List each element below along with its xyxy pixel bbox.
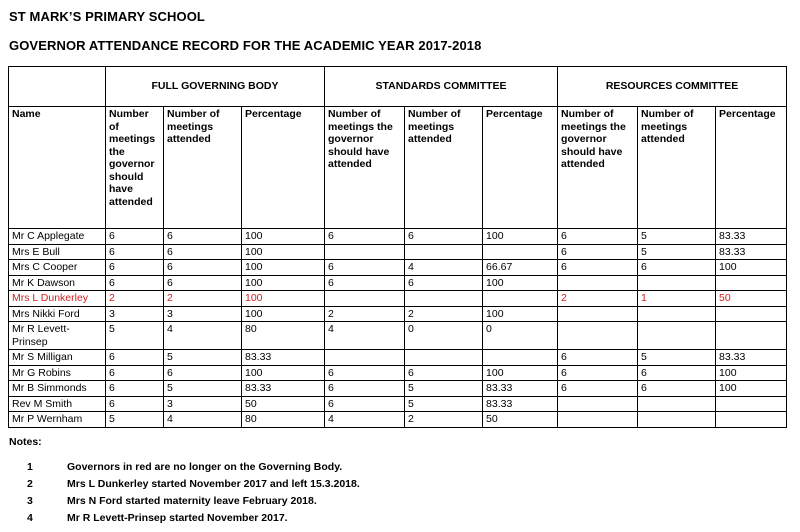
governor-name-cell: Mrs E Bull [9,244,106,260]
std-attended-cell [405,350,483,366]
table-row [9,291,787,307]
table-row [9,275,787,291]
fgb-percentage-cell: 83.33 [242,381,325,397]
table-row [9,260,787,276]
res-should-cell [558,275,638,291]
school-name: ST MARK’S PRIMARY SCHOOL [9,9,205,24]
note-number: 3 [27,495,33,507]
attendance-rows [9,229,787,428]
res-percentage-cell: 100 [716,381,787,397]
std-attended-cell: 6 [405,229,483,245]
res-attended-cell [638,396,716,412]
group-standards-committee: STANDARDS COMMITTEE [325,67,558,107]
res-attended-cell: 5 [638,244,716,260]
fgb-percentage-cell: 100 [242,291,325,307]
fgb-percentage-cell: 50 [242,396,325,412]
fgb-attended-cell: 5 [164,350,242,366]
res-percentage-cell: 83.33 [716,350,787,366]
column-header-row [9,107,787,229]
note-text: Mrs L Dunkerley started November 2017 and left 15.3.2018. [67,478,360,490]
table-row [9,229,787,245]
col-attended-header: Number of meetings attended [638,107,716,229]
col-percentage-header: Percentage [483,107,558,229]
std-percentage-cell: 100 [483,275,558,291]
fgb-percentage-cell: 80 [242,412,325,428]
attendance-table [8,66,787,428]
governor-name-cell: Mr P Wernham [9,412,106,428]
empty-header-cell [9,67,106,107]
fgb-percentage-cell: 100 [242,260,325,276]
res-percentage-cell [716,275,787,291]
fgb-attended-cell: 3 [164,306,242,322]
res-should-cell [558,306,638,322]
col-should-attend-header: Number of meetings the governor should have attended [106,107,164,229]
res-attended-cell [638,322,716,350]
col-name-header: Name [9,107,106,229]
note-text: Mrs N Ford started maternity leave February 2018. [67,495,317,507]
res-should-cell: 6 [558,365,638,381]
res-should-cell: 6 [558,260,638,276]
std-attended-cell [405,244,483,260]
governor-name-cell: Mr G Robins [9,365,106,381]
governor-name-cell: Rev M Smith [9,396,106,412]
std-attended-cell: 5 [405,396,483,412]
res-percentage-cell: 50 [716,291,787,307]
note-number: 2 [27,478,33,490]
res-percentage-cell: 83.33 [716,229,787,245]
res-should-cell [558,396,638,412]
std-percentage-cell [483,350,558,366]
std-attended-cell: 6 [405,275,483,291]
note-number: 1 [27,461,33,473]
res-percentage-cell [716,396,787,412]
std-attended-cell: 2 [405,306,483,322]
res-should-cell: 6 [558,229,638,245]
std-should-cell: 6 [325,396,405,412]
fgb-should-cell: 6 [106,275,164,291]
res-attended-cell: 6 [638,381,716,397]
governor-name-cell: Mrs Nikki Ford [9,306,106,322]
fgb-should-cell: 6 [106,365,164,381]
std-percentage-cell: 100 [483,306,558,322]
governor-name-cell: Mr B Simmonds [9,381,106,397]
governor-name-cell: Mrs L Dunkerley [9,291,106,307]
std-percentage-cell [483,244,558,260]
table-row [9,365,787,381]
res-should-cell [558,412,638,428]
res-should-cell: 6 [558,244,638,260]
notes-title: Notes: [9,436,42,448]
res-should-cell: 6 [558,381,638,397]
governor-name-cell: Mr K Dawson [9,275,106,291]
fgb-attended-cell: 4 [164,322,242,350]
group-full-governing-body: FULL GOVERNING BODY [106,67,325,107]
fgb-should-cell: 6 [106,381,164,397]
col-percentage-header: Percentage [716,107,787,229]
table-row [9,350,787,366]
fgb-attended-cell: 6 [164,275,242,291]
res-attended-cell: 1 [638,291,716,307]
fgb-percentage-cell: 100 [242,244,325,260]
fgb-percentage-cell: 80 [242,322,325,350]
res-attended-cell: 6 [638,260,716,276]
note-item [27,461,342,473]
col-percentage-header: Percentage [242,107,325,229]
fgb-percentage-cell: 83.33 [242,350,325,366]
res-percentage-cell: 100 [716,365,787,381]
std-percentage-cell: 66.67 [483,260,558,276]
fgb-should-cell: 6 [106,260,164,276]
note-text: Governors in red are no longer on the Governing Body. [67,461,343,473]
std-percentage-cell: 83.33 [483,396,558,412]
note-item [27,512,288,524]
fgb-attended-cell: 5 [164,381,242,397]
res-attended-cell [638,275,716,291]
governor-name-cell: Mr C Applegate [9,229,106,245]
governor-name-cell: Mr S Milligan [9,350,106,366]
res-attended-cell [638,306,716,322]
std-attended-cell: 6 [405,365,483,381]
res-percentage-cell [716,322,787,350]
fgb-attended-cell: 2 [164,291,242,307]
fgb-attended-cell: 4 [164,412,242,428]
res-percentage-cell [716,306,787,322]
res-should-cell [558,322,638,350]
std-should-cell: 6 [325,365,405,381]
std-attended-cell: 0 [405,322,483,350]
res-percentage-cell: 100 [716,260,787,276]
std-should-cell: 6 [325,260,405,276]
table-row [9,244,787,260]
fgb-should-cell: 3 [106,306,164,322]
std-percentage-cell [483,291,558,307]
note-text: Mr R Levett-Prinsep started November 2017. [67,512,288,524]
res-should-cell: 2 [558,291,638,307]
governor-name-cell: Mrs C Cooper [9,260,106,276]
fgb-should-cell: 6 [106,350,164,366]
std-should-cell: 2 [325,306,405,322]
group-resources-committee: RESOURCES COMMITTEE [558,67,787,107]
fgb-percentage-cell: 100 [242,275,325,291]
col-should-attend-header: Number of meetings the governor should have attended [558,107,638,229]
col-should-attend-header: Number of meetings the governor should have attended [325,107,405,229]
std-should-cell [325,244,405,260]
fgb-attended-cell: 6 [164,365,242,381]
fgb-should-cell: 6 [106,396,164,412]
table-row [9,412,787,428]
table-row [9,381,787,397]
res-attended-cell: 5 [638,350,716,366]
fgb-percentage-cell: 100 [242,365,325,381]
std-should-cell: 4 [325,322,405,350]
note-item [27,495,317,507]
std-should-cell: 4 [325,412,405,428]
res-attended-cell: 6 [638,365,716,381]
std-percentage-cell: 50 [483,412,558,428]
std-attended-cell [405,291,483,307]
std-percentage-cell: 100 [483,229,558,245]
std-percentage-cell: 100 [483,365,558,381]
std-percentage-cell: 0 [483,322,558,350]
fgb-percentage-cell: 100 [242,306,325,322]
std-percentage-cell: 83.33 [483,381,558,397]
res-should-cell: 6 [558,350,638,366]
std-should-cell: 6 [325,381,405,397]
table-row [9,322,787,350]
fgb-should-cell: 5 [106,322,164,350]
std-should-cell: 6 [325,275,405,291]
std-attended-cell: 2 [405,412,483,428]
std-should-cell [325,291,405,307]
fgb-should-cell: 5 [106,412,164,428]
table-row [9,396,787,412]
res-attended-cell [638,412,716,428]
col-attended-header: Number of meetings attended [164,107,242,229]
std-attended-cell: 4 [405,260,483,276]
note-number: 4 [27,512,33,524]
col-attended-header: Number of meetings attended [405,107,483,229]
note-item [27,478,360,490]
group-header-row [9,67,787,107]
fgb-should-cell: 2 [106,291,164,307]
fgb-attended-cell: 6 [164,229,242,245]
fgb-attended-cell: 6 [164,260,242,276]
res-percentage-cell [716,412,787,428]
fgb-attended-cell: 3 [164,396,242,412]
res-percentage-cell: 83.33 [716,244,787,260]
page-title: GOVERNOR ATTENDANCE RECORD FOR THE ACADEMIC YEAR 2017-2018 [9,38,482,53]
fgb-percentage-cell: 100 [242,229,325,245]
res-attended-cell: 5 [638,229,716,245]
fgb-should-cell: 6 [106,244,164,260]
std-attended-cell: 5 [405,381,483,397]
fgb-attended-cell: 6 [164,244,242,260]
fgb-should-cell: 6 [106,229,164,245]
std-should-cell [325,350,405,366]
governor-name-cell: Mr R Levett-Prinsep [9,322,106,350]
table-row [9,306,787,322]
std-should-cell: 6 [325,229,405,245]
